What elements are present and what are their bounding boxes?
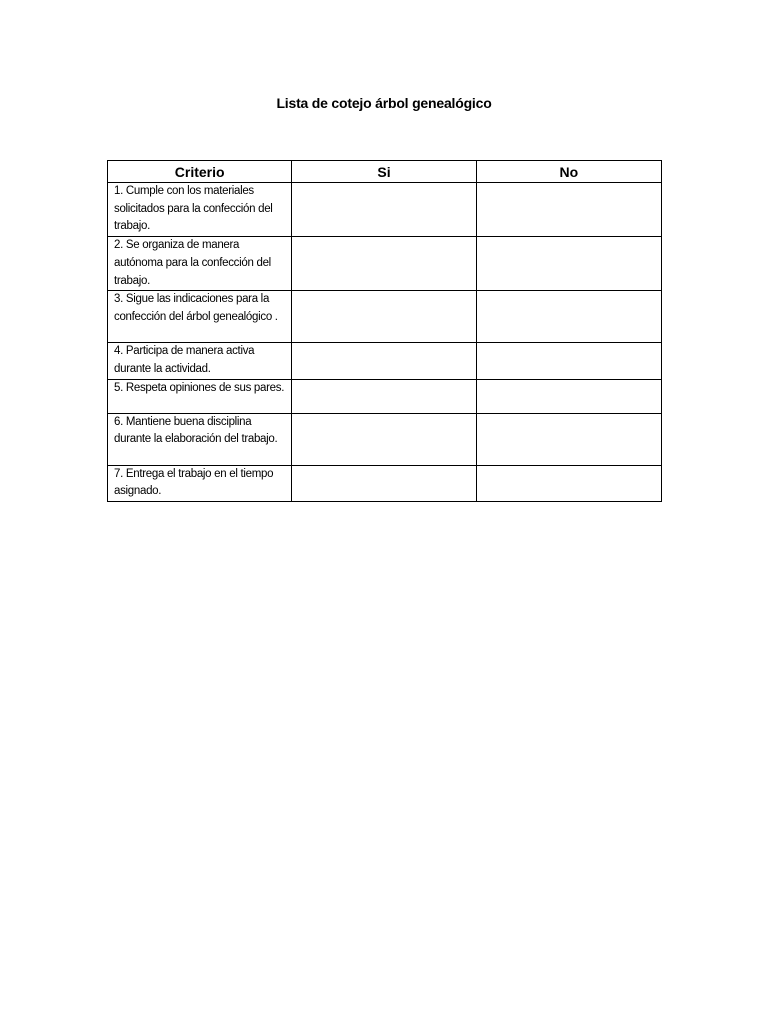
- si-cell: [292, 413, 476, 465]
- no-cell: [476, 379, 661, 413]
- table-row: [108, 343, 662, 379]
- si-cell: [292, 343, 476, 379]
- si-cell: [292, 291, 476, 343]
- table-row: [108, 183, 662, 237]
- criterio-cell: 7. Entrega el trabajo en el tiempo asignado.: [108, 465, 292, 501]
- criterio-cell: 5. Respeta opiniones de sus pares.: [108, 379, 292, 413]
- si-cell: [292, 465, 476, 501]
- header-no: No: [476, 161, 661, 183]
- no-cell: [476, 291, 661, 343]
- table-row: [108, 413, 662, 465]
- criterio-cell: 2. Se organiza de manera autónoma para la confección del trabajo.: [108, 237, 292, 291]
- no-cell: [476, 413, 661, 465]
- criterio-cell: 6. Mantiene buena disciplina durante la elaboración del trabajo.: [108, 413, 292, 465]
- si-cell: [292, 237, 476, 291]
- no-cell: [476, 183, 661, 237]
- criterio-cell: 1. Cumple con los materiales solicitados para la confección del trabajo.: [108, 183, 292, 237]
- page-title: Lista de cotejo árbol genealógico: [276, 95, 492, 111]
- si-cell: [292, 379, 476, 413]
- criterio-cell: 3. Sigue las indicaciones para la confección del árbol genealógico .: [108, 291, 292, 343]
- table-header-row: [108, 161, 662, 183]
- table-row: [108, 465, 662, 501]
- no-cell: [476, 237, 661, 291]
- table-row: [108, 379, 662, 413]
- checklist-table: [107, 160, 662, 502]
- criterio-cell: 4. Participa de manera activa durante la actividad.: [108, 343, 292, 379]
- table-row: [108, 291, 662, 343]
- no-cell: [476, 465, 661, 501]
- si-cell: [292, 183, 476, 237]
- header-si: Si: [292, 161, 476, 183]
- table-row: [108, 237, 662, 291]
- no-cell: [476, 343, 661, 379]
- header-criterio: Criterio: [108, 161, 292, 183]
